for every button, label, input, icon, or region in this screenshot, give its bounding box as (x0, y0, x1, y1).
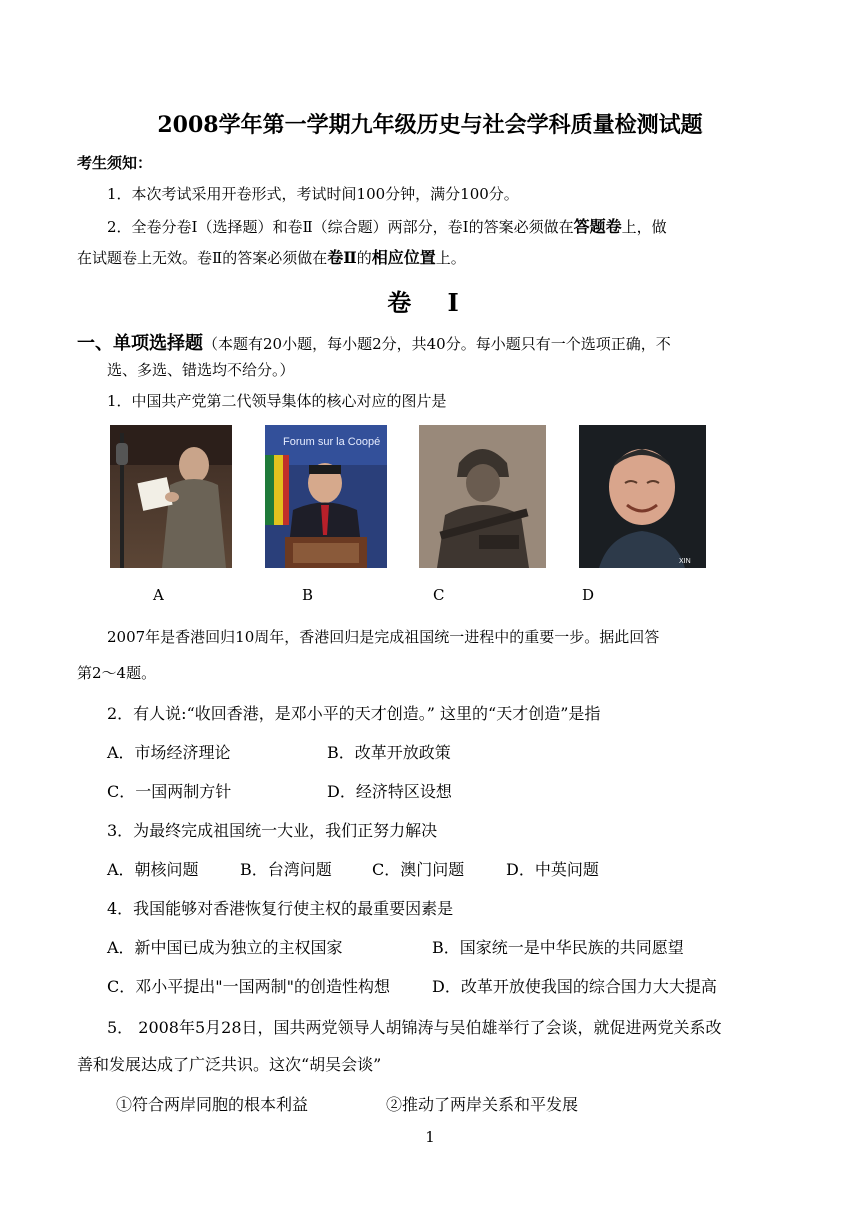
photo-label-d: D (582, 586, 595, 604)
section-1-line-1 (77, 329, 671, 355)
notice-text: 上。 (435, 249, 466, 267)
passage-line-1: 2007年是香港回归10周年，香港回归是完成祖国统一进程中的重要一步。据此回答 (107, 628, 660, 646)
q3-option-b: B．台湾问题 (240, 860, 332, 879)
notice-bold-volume-2: 卷Ⅱ (327, 248, 357, 267)
q5-stem-line-1: 5． 2008年5月28日，国共两党领导人胡锦涛与吴伯雄举行了会谈，就促进两党关系改 (107, 1018, 722, 1037)
photo-d (579, 425, 706, 568)
notice-bold-position: 相应位置 (371, 248, 436, 267)
section-1-line-2: 选、多选、错选均不给分。） (107, 361, 295, 379)
photo-a (110, 425, 232, 568)
photo-label-b: B (302, 586, 314, 604)
q2-stem: 2．有人说:“收回香港，是邓小平的天才创造。” 这里的“天才创造”是指 (107, 704, 601, 723)
q4-option-d: D．改革开放使我国的综合国力大大提高 (432, 977, 717, 996)
notice-text: 2．全卷分卷Ⅰ（选择题）和卷Ⅱ（综合题）两部分，卷Ⅰ的答案必须做在 (107, 218, 574, 236)
photo-c (419, 425, 546, 568)
photo-b-caption: Forum sur la Coopé (283, 436, 381, 448)
section-1-heading: 一、单项选择题 (77, 333, 203, 354)
passage-line-2: 第2～4题。 (77, 664, 157, 682)
exam-title: 2008学年第一学期九年级历史与社会学科质量检测试题 (157, 112, 703, 138)
notice-item-1: 1．本次考试采用开卷形式，考试时间100分钟，满分100分。 (107, 185, 519, 203)
section-1-desc: （本题有20小题，每小题2分，共40分。每小题只有一个选项正确，不 (203, 335, 671, 353)
q5-statement-1: ①符合两岸同胞的根本利益 (116, 1095, 309, 1114)
notice-bold-answer-sheet: 答题卷 (573, 217, 622, 236)
photo-b (265, 425, 387, 568)
q4-stem: 4．我国能够对香港恢复行使主权的最重要因素是 (107, 899, 454, 918)
notice-heading: 考生须知： (77, 154, 153, 172)
q2-option-c: C．一国两制方针 (107, 782, 232, 801)
notice-text: 在试题卷上无效。卷Ⅱ的答案必须做在 (77, 249, 328, 267)
volume-heading: 卷 Ⅰ (387, 288, 473, 317)
q3-option-d: D．中英问题 (506, 860, 599, 879)
page-number: 1 (425, 1128, 435, 1146)
q4-option-b: B．国家统一是中华民族的共同愿望 (432, 938, 684, 957)
q3-option-c: C．澳门问题 (372, 860, 465, 879)
notice-item-2-line-1 (107, 214, 667, 237)
q2-option-d: D．经济特区设想 (327, 782, 452, 801)
q1-stem: 1．中国共产党第二代领导集体的核心对应的图片是 (107, 392, 447, 410)
q3-option-a: A．朝核问题 (107, 860, 199, 879)
q4-option-a: A．新中国已成为独立的主权国家 (107, 938, 343, 957)
q3-stem: 3．为最终完成祖国统一大业，我们正努力解决 (107, 821, 438, 840)
photo-d-caption: XIN (679, 558, 691, 565)
notice-text: 的 (356, 249, 372, 267)
photo-label-c: C (433, 586, 445, 604)
q5-stem-line-2: 善和发展达成了广泛共识。这次“胡吴会谈” (77, 1055, 382, 1074)
q4-option-c: C．邓小平提出"一国两制"的创造性构想 (107, 977, 390, 996)
q5-statement-2: ②推动了两岸关系和平发展 (386, 1095, 579, 1114)
q2-option-b: B．改革开放政策 (327, 743, 451, 762)
notice-text: 上，做 (621, 218, 667, 236)
notice-item-2-line-2 (77, 245, 466, 268)
q2-option-a: A．市场经济理论 (107, 743, 231, 762)
photo-label-a: A (153, 586, 164, 604)
